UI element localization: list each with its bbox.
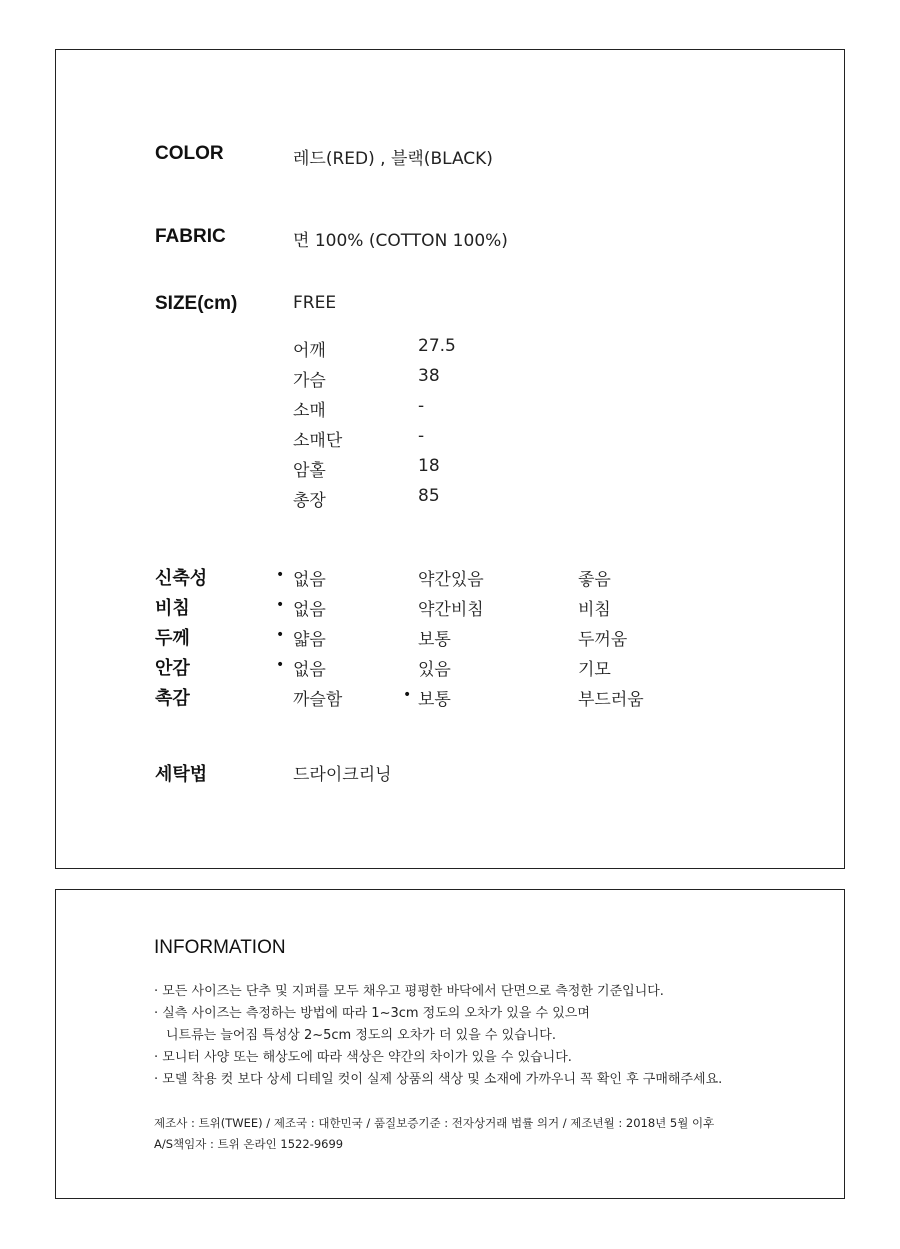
- attribute-option: 없음: [293, 600, 326, 620]
- wash-label: 세탁법: [155, 764, 208, 784]
- selected-bullet-icon: •: [403, 687, 412, 703]
- attribute-label: 안감: [155, 658, 190, 678]
- attribute-option: 약간비침: [418, 600, 484, 620]
- information-title: INFORMATION: [154, 937, 286, 958]
- size-row-value: 18: [418, 456, 440, 476]
- color-value: 레드(RED) , 블랙(BLACK): [293, 149, 493, 169]
- attribute-option: 두꺼움: [578, 630, 628, 650]
- attribute-label: 신축성: [155, 568, 208, 588]
- product-spec-panel: [55, 49, 845, 869]
- attribute-option: 얇음: [293, 630, 326, 650]
- selected-bullet-icon: •: [276, 567, 285, 583]
- attribute-option: 까슬함: [293, 690, 343, 710]
- size-row-name: 총장: [293, 491, 326, 511]
- fabric-label: FABRIC: [155, 226, 226, 247]
- size-row-name: 어깨: [293, 341, 326, 361]
- size-row-value: 27.5: [418, 336, 456, 356]
- attribute-label: 촉감: [155, 688, 190, 708]
- attribute-option: 보통: [418, 690, 451, 710]
- wash-value: 드라이크리닝: [293, 765, 392, 785]
- attribute-label: 두께: [155, 628, 190, 648]
- info-note: · 모든 사이즈는 단추 및 지퍼를 모두 채우고 평평한 바닥에서 단면으로 측정한 기준입니다.: [154, 984, 664, 999]
- info-note: · 모니터 사양 또는 해상도에 따라 색상은 약간의 차이가 있을 수 있습니다.: [154, 1050, 572, 1065]
- info-note: · 모델 착용 컷 보다 상세 디테일 컷이 실제 상품의 색상 및 소재에 가까우니 꼭 확인 후 구매해주세요.: [154, 1072, 723, 1087]
- manufacturer-info: 제조사 : 트위(TWEE) / 제조국 : 대한민국 / 품질보증기준 : 전자상거래 법률 의거 / 제조년월 : 2018년 5월 이후: [154, 1116, 715, 1130]
- size-row-name: 암홀: [293, 461, 326, 481]
- selected-bullet-icon: •: [276, 597, 285, 613]
- color-label: COLOR: [155, 143, 224, 164]
- size-row-value: 38: [418, 366, 440, 386]
- info-note: · 실측 사이즈는 측정하는 방법에 따라 1~3cm 정도의 오차가 있을 수 있으며: [154, 1006, 590, 1021]
- size-label: SIZE(cm): [155, 293, 238, 314]
- size-row-value: -: [418, 426, 425, 446]
- attribute-option: 없음: [293, 570, 326, 590]
- attribute-option: 비침: [578, 600, 611, 620]
- attribute-option: 약간있음: [418, 570, 484, 590]
- attribute-label: 비침: [155, 598, 190, 618]
- size-row-name: 소매단: [293, 431, 343, 451]
- attribute-option: 있음: [418, 660, 451, 680]
- info-note: 니트류는 늘어짐 특성상 2~5cm 정도의 오차가 더 있을 수 있습니다.: [166, 1028, 556, 1043]
- size-row-name: 소매: [293, 401, 326, 421]
- as-contact-info: A/S책임자 : 트위 온라인 1522-9699: [154, 1137, 344, 1151]
- size-row-name: 가슴: [293, 371, 326, 391]
- attribute-option: 기모: [578, 660, 611, 680]
- size-value: FREE: [293, 293, 337, 313]
- attribute-option: 좋음: [578, 570, 611, 590]
- size-row-value: -: [418, 396, 425, 416]
- attribute-option: 부드러움: [578, 690, 644, 710]
- size-row-value: 85: [418, 486, 440, 506]
- information-panel: [55, 889, 845, 1199]
- selected-bullet-icon: •: [276, 627, 285, 643]
- attribute-option: 없음: [293, 660, 326, 680]
- fabric-value: 면 100% (COTTON 100%): [293, 231, 508, 251]
- selected-bullet-icon: •: [276, 657, 285, 673]
- attribute-option: 보통: [418, 630, 451, 650]
